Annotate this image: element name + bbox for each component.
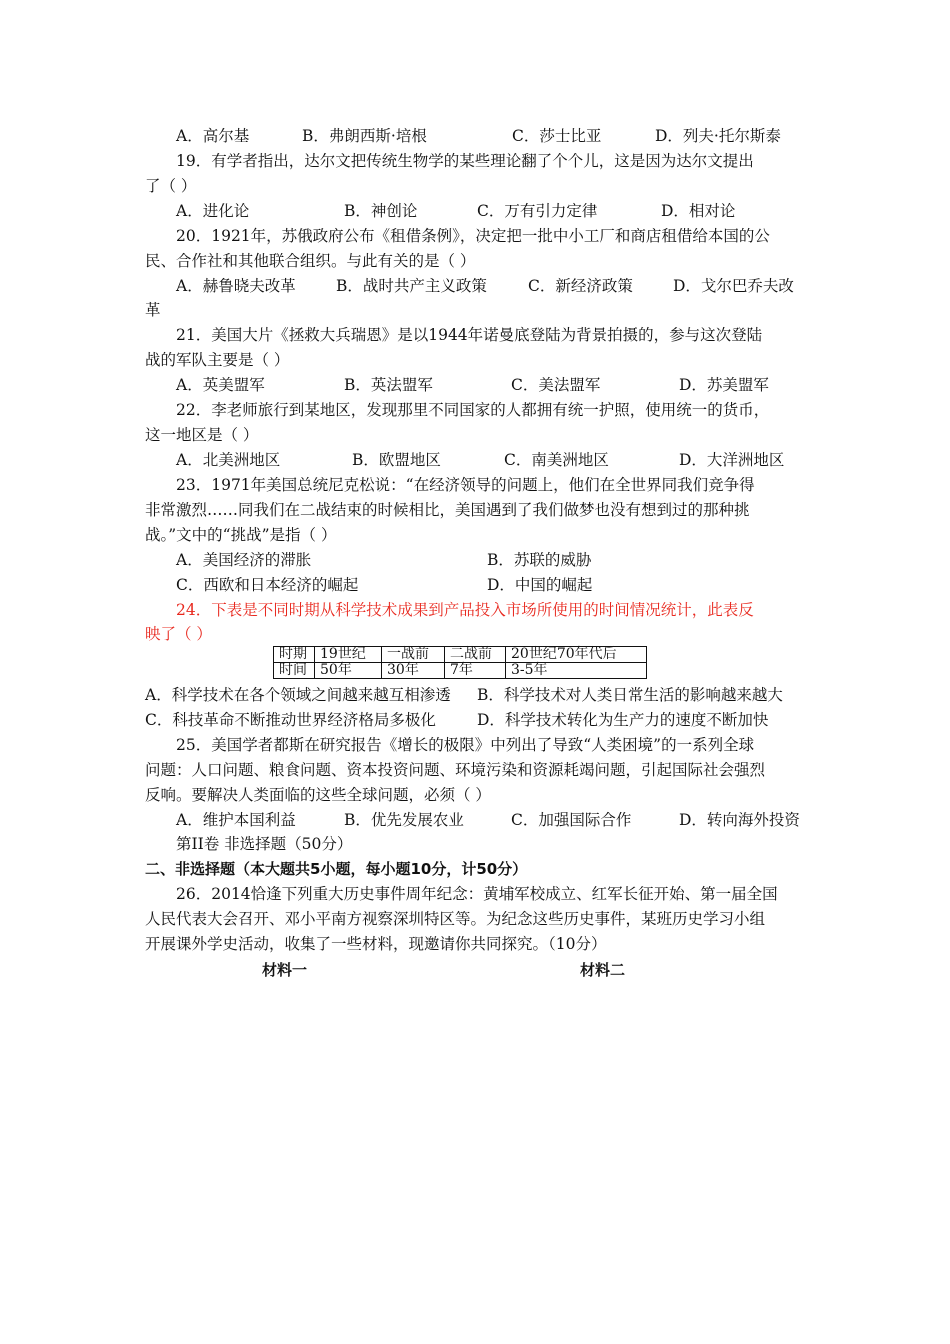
q23-option-c: C．西欧和日本经济的崛起 (176, 576, 359, 594)
q24-option-c: C．科技革命不断推动世界经济格局多极化 (145, 711, 436, 729)
q23-stem-cont2: 战。”文中的“挑战”是指（ ） (145, 526, 337, 544)
q20-option-c: C．新经济政策 (528, 277, 633, 295)
q19-option-d: D．相对论 (661, 202, 736, 220)
table-row (274, 647, 647, 663)
q24-option-a: A．科学技术在各个领域之间越来越互相渗透 (145, 686, 451, 704)
q21-option-a: A．英美盟军 (176, 376, 265, 394)
q19-stem: 19．有学者指出，达尔文把传统生物学的某些理论翻了个个儿，这是因为达尔文提出 (176, 152, 754, 170)
q25-stem: 25．美国学者都斯在研究报告《增长的极限》中列出了导致“人类困境”的一系列全球 (176, 736, 755, 754)
table-cell: 一战前 (382, 647, 445, 663)
q25-stem-cont2: 反响。要解决人类面临的这些全球问题，必须（ ） (145, 786, 491, 804)
q26-stem-cont2: 开展课外学史活动，收集了一些材料，现邀请你共同探究。（10分） (145, 935, 607, 953)
table-cell: 3-5年 (506, 663, 647, 679)
q19-option-c: C．万有引力定律 (477, 202, 598, 220)
table-cell: 时期 (274, 647, 315, 663)
q23-stem-cont: 非常激烈……同我们在二战结束的时候相比，美国遇到了我们做梦也没有想到过的那种挑 (145, 501, 750, 519)
q23-option-d: D．中国的崛起 (487, 576, 593, 594)
q25-option-c: C．加强国际合作 (511, 811, 632, 829)
q23-option-a: A．美国经济的滞胀 (176, 551, 312, 569)
volume-two-title: 第II卷 非选择题（50分） (176, 835, 353, 853)
q25-option-d: D．转向海外投资 (679, 811, 800, 829)
q21-stem: 21．美国大片《拯救大兵瑞恩》是以1944年诺曼底登陆为背景拍摄的，参与这次登陆 (176, 326, 763, 344)
q25-option-b: B．优先发展农业 (344, 811, 464, 829)
q24-option-d: D．科学技术转化为生产力的速度不断加快 (477, 711, 769, 729)
table-cell: 时间 (274, 663, 315, 679)
table-cell: 二战前 (445, 647, 506, 663)
q20-option-d: D．戈尔巴乔夫改 (673, 277, 794, 295)
q22-stem: 22．李老师旅行到某地区，发现那里不同国家的人都拥有统一护照，使用统一的货币， (176, 401, 770, 419)
q26-stem: 26．2014恰逢下列重大历史事件周年纪念：黄埔军校成立、红军长征开始、第一届全国 (176, 885, 778, 903)
q20-option-b: B．战时共产主义政策 (336, 277, 487, 295)
q22-option-b: B．欧盟地区 (352, 451, 441, 469)
q18-option-a: A．高尔基 (176, 127, 250, 145)
q25-stem-cont: 问题：人口问题、粮食问题、资本投资问题、环境污染和资源耗竭问题，引起国际社会强烈 (145, 761, 766, 779)
q19-option-a: A．进化论 (176, 202, 250, 220)
q25-option-a: A．维护本国利益 (176, 811, 296, 829)
q21-stem-cont: 战的军队主要是（ ） (145, 351, 290, 369)
q19-option-b: B．神创论 (344, 202, 418, 220)
q20-option-a: A．赫鲁晓夫改革 (176, 277, 296, 295)
q22-stem-cont: 这一地区是（ ） (145, 426, 259, 444)
q22-option-a: A．北美洲地区 (176, 451, 281, 469)
table-row (274, 663, 647, 679)
q21-option-b: B．英法盟军 (344, 376, 433, 394)
material-one-label: 材料一 (262, 961, 308, 979)
q20-stem: 20．1921年，苏俄政府公布《租借条例》，决定把一批中小工厂和商店租借给本国的公 (176, 227, 770, 245)
q24-stem: 24．下表是不同时期从科学技术成果到产品投入市场所使用的时间情况统计，此表反 (176, 601, 754, 619)
q24-option-b: B．科学技术对人类日常生活的影响越来越大 (477, 686, 783, 704)
table-cell: 19世纪 (315, 647, 382, 663)
q24-stem-cont: 映了（ ） (145, 625, 212, 643)
material-two-label: 材料二 (580, 961, 626, 979)
q19-stem-cont: 了（ ） (145, 177, 197, 195)
section-two-heading: 二、非选择题（本大题共5小题，每小题10分，计50分） (145, 860, 528, 878)
q21-option-d: D．苏美盟军 (679, 376, 769, 394)
q20-option-d-wrap: 革 (145, 301, 161, 319)
table-cell: 30年 (382, 663, 445, 679)
q22-option-c: C．南美洲地区 (504, 451, 609, 469)
q26-stem-cont: 人民代表大会召开、邓小平南方视察深圳特区等。为纪念这些历史事件，某班历史学习小组 (145, 910, 766, 928)
q18-option-b: B．弗朗西斯·培根 (302, 127, 427, 145)
q18-option-c: C．莎士比亚 (512, 127, 602, 145)
table-cell: 50年 (315, 663, 382, 679)
q23-stem: 23．1971年美国总统尼克松说：“在经济领导的问题上，他们在全世界同我们竞争得 (176, 476, 755, 494)
q18-option-d: D．列夫·托尔斯泰 (655, 127, 781, 145)
table-cell: 20世纪70年代后 (506, 647, 647, 663)
q20-stem-cont: 民、合作社和其他联合组织。与此有关的是（ ） (145, 252, 476, 270)
table-cell: 7年 (445, 663, 506, 679)
q21-option-c: C．美法盟军 (511, 376, 601, 394)
q23-option-b: B．苏联的威胁 (487, 551, 592, 569)
q24-table (273, 646, 647, 679)
q22-option-d: D．大洋洲地区 (679, 451, 785, 469)
